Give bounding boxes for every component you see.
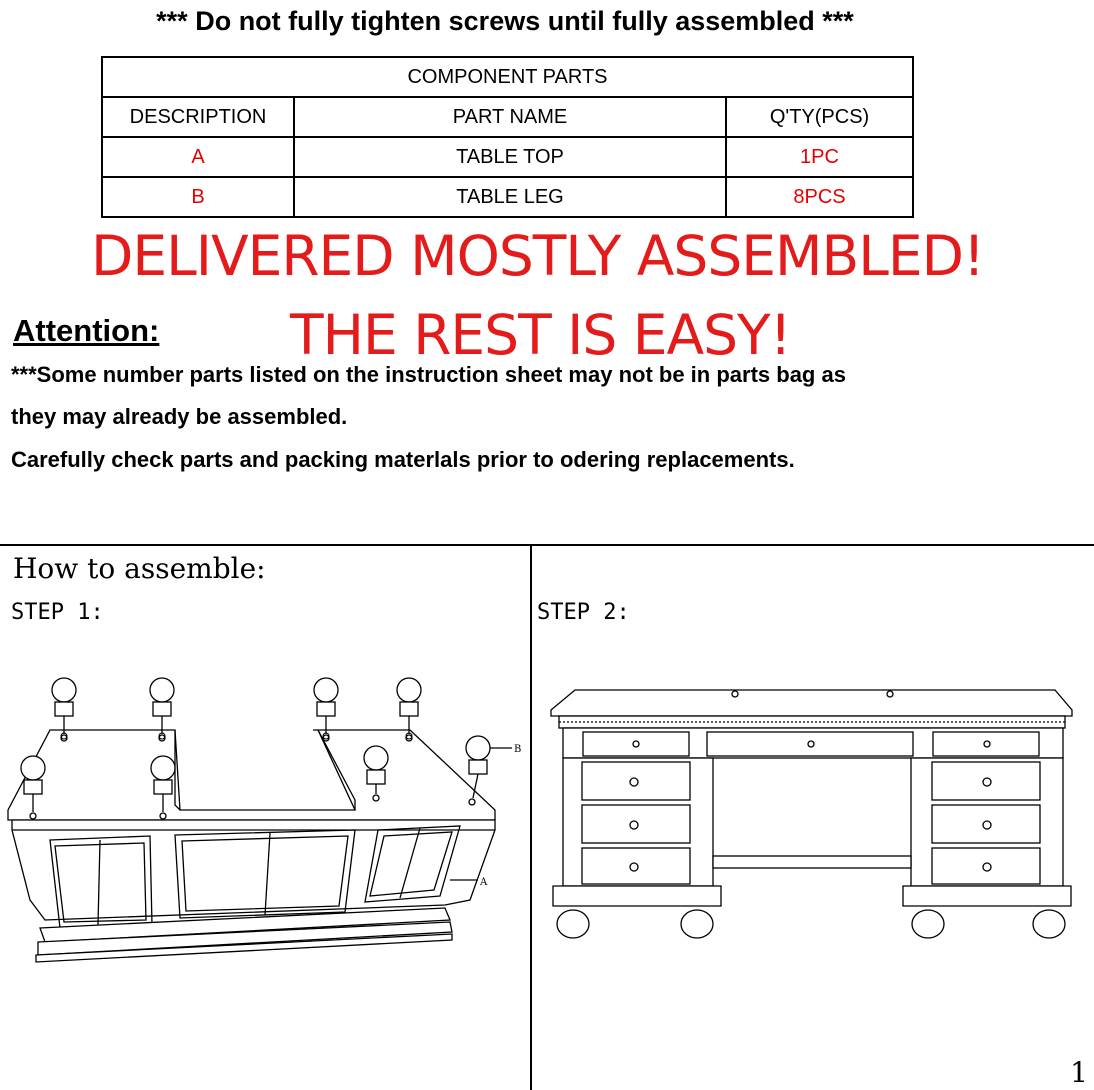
table-row [102, 177, 913, 217]
section-divider [0, 544, 1094, 546]
delivered-banner: DELIVERED MOSTLY ASSEMBLED! [91, 224, 984, 288]
label-b: B [514, 744, 522, 755]
step-1-illustration [0, 660, 525, 990]
table-header-row [102, 97, 913, 137]
step-1-label: STEP 1: [11, 600, 104, 625]
table-row [102, 137, 913, 177]
step-2-label: STEP 2: [537, 600, 630, 625]
attention-line-3: Carefully check parts and packing materlals prior to odering replacements. [11, 447, 795, 472]
row-part-name: TABLE LEG [294, 177, 726, 217]
assembly-warning: *** Do not fully tighten screws until fully assembled *** [156, 6, 854, 36]
page-number: 1 [1070, 1056, 1088, 1089]
step-2-illustration [545, 680, 1085, 945]
header-part-name: PART NAME [294, 97, 726, 137]
row-part-name: TABLE TOP [294, 137, 726, 177]
row-description: B [102, 177, 294, 217]
component-parts-table [101, 56, 914, 218]
table-title-row [102, 57, 913, 97]
attention-line-2: they may already be assembled. [11, 404, 348, 429]
header-quantity: Q'TY(PCS) [726, 97, 913, 137]
attention-heading: Attention: [13, 313, 160, 348]
row-description: A [102, 137, 294, 177]
attention-line-1: ***Some number parts listed on the instruction sheet may not be in parts bag as [11, 362, 846, 387]
easy-banner: THE REST IS EASY! [290, 303, 791, 367]
column-divider [530, 544, 532, 1090]
label-a: A [480, 877, 488, 888]
table-title: COMPONENT PARTS [102, 57, 913, 97]
row-quantity: 8PCS [726, 177, 913, 217]
header-description: DESCRIPTION [102, 97, 294, 137]
row-quantity: 1PC [726, 137, 913, 177]
how-to-assemble-heading: How to assemble: [13, 552, 266, 585]
